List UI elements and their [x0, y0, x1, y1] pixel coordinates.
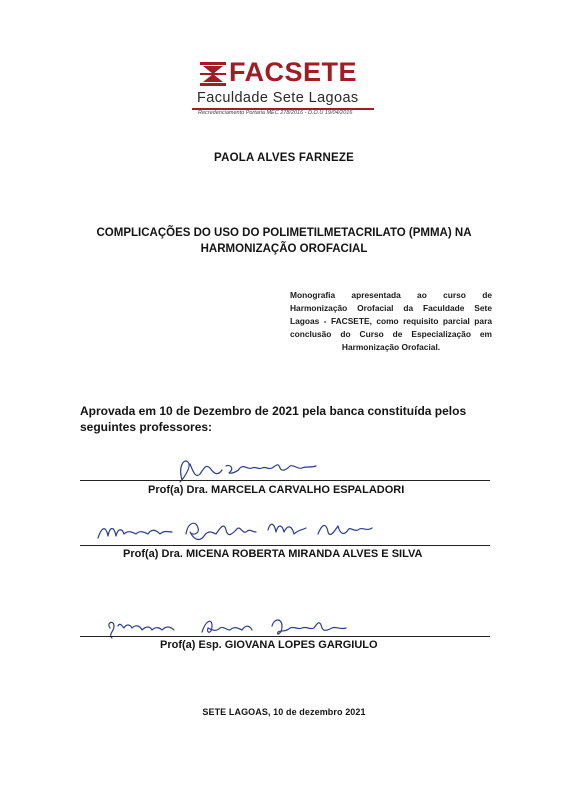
logo-subtitle: Faculdade Sete Lagoas [197, 90, 359, 106]
facsete-logo-icon [200, 62, 226, 86]
committee-member-3: Prof(a) Esp. GIOVANA LOPES GARGIULO [160, 639, 378, 651]
signature-line-3 [80, 636, 490, 637]
signature-line-2 [80, 545, 490, 546]
committee-member-1: Prof(a) Dra. MARCELA CARVALHO ESPALADORI [148, 484, 405, 496]
signature-3 [102, 612, 362, 642]
place-and-date: SETE LAGOAS, 10 de dezembro 2021 [202, 707, 366, 717]
signature-line-1 [80, 480, 490, 481]
signature-1 [170, 456, 340, 486]
document-title: COMPLICAÇÕES DO USO DO POLIMETILMETACRILATO (PMMA) NA HARMONIZAÇÃO OROFACIAL [96, 227, 472, 255]
logo-small-print: Recredenciamento Portaria MEC 278/2016 - D.O.U 19/04/2016 [198, 110, 353, 116]
author-name: PAOLA ALVES FARNEZE [214, 152, 354, 164]
logo-name: FACSETE [229, 57, 358, 87]
abstract-text: Monografia apresentada ao curso de Harmonização Orofacial da Faculdade Sete Lagoas - FACSETE, como requisito parcial para conclusão do Curso de Especialização em Harmonização Orofacial. [290, 290, 492, 352]
committee-member-2: Prof(a) Dra. MICENA ROBERTA MIRANDA ALVES E SILVA [123, 548, 423, 560]
facsete-logo [192, 57, 392, 122]
approval-statement: Aprovada em 10 de Dezembro de 2021 pela banca constituída pelos seguintes professores: [80, 404, 467, 434]
